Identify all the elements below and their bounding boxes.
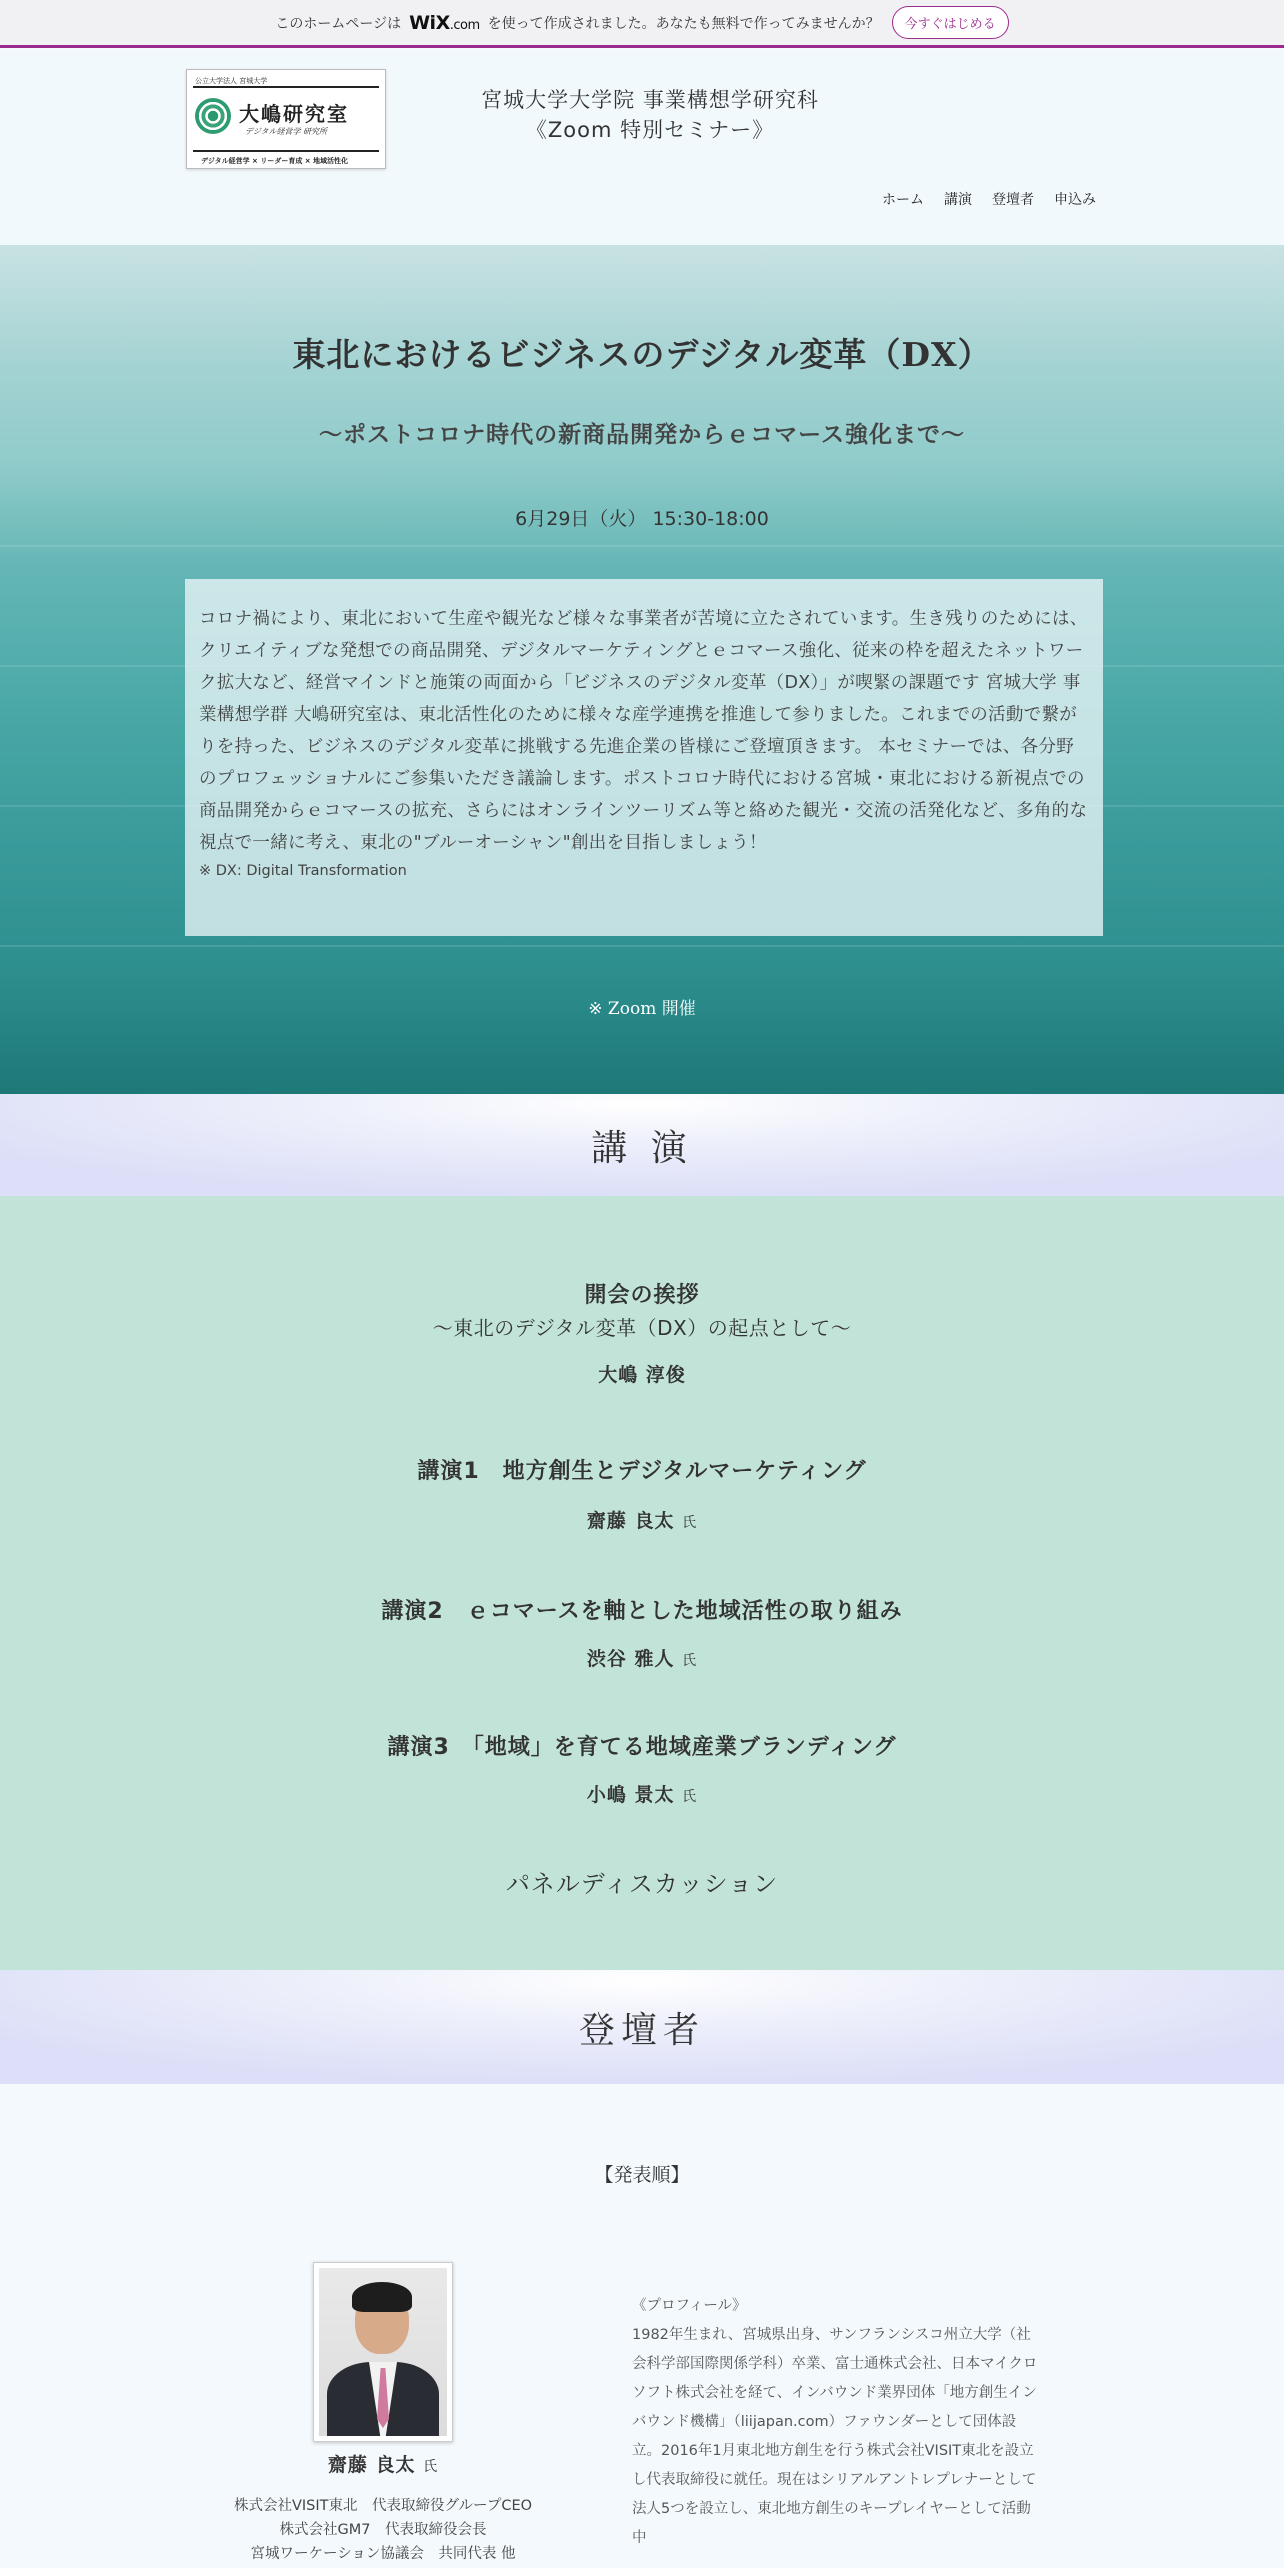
lectures-section [0, 1196, 1284, 1970]
wix-logo-suffix: .com [449, 17, 480, 33]
logo-tagline: デジタル経営学 × リーダー育成 × 地域活性化 [201, 157, 349, 165]
speaker1-honorific: 氏 [423, 2459, 439, 2475]
affiliation-line: 株式会社VISIT東北 代表取締役グループCEO [233, 2498, 533, 2514]
wix-logo[interactable] [409, 12, 480, 34]
dx-note: ※ DX: Digital Transformation [199, 863, 407, 879]
photo-hair [352, 2282, 412, 2312]
site-title-line2: 《Zoom 特別セミナー》 [525, 118, 775, 142]
affiliation-line: 株式会社GM7 代表取締役会長 [279, 2522, 487, 2538]
opening-speaker: 大嶋 淳俊 [598, 1364, 686, 1386]
nav-lectures[interactable]: 講演 [944, 192, 972, 208]
logo-lab-sub: デジタル経営学 研究所 [245, 127, 328, 136]
profile-text: 1982年生まれ、宮城県出身、サンフランシスコ州立大学（社会科学部国際関係学科）卒業、富士通株式会社、日本マイクロソフト株式会社を経て、インバウンド業界団体「地方創生インバウンド機構」（liijapan.com）ファウンダーとして団体設立。2016年1月東北地方創生を行う株式会社VISIT東北を設立し代表取締役に就任。現在はシリアルアントレプレナーとして法人5つを設立し、東北地方創生のキープレイヤーとして活動中 [632, 2327, 1038, 2546]
logo-lab-name: 大嶋研究室 [239, 102, 349, 126]
lecture1-speaker [0, 1506, 1284, 1533]
lectures-heading: 講 演 [591, 1127, 693, 1169]
speakers-section [0, 2084, 1284, 2568]
wix-banner-text: このホームページは [275, 15, 402, 32]
affiliation-line: 宮城ワーケーション協議会 共同代表 他 [250, 2546, 516, 2562]
hero-subtitle: ～ポストコロナ時代の新商品開発からｅコマース強化まで～ [319, 421, 965, 448]
lecture1-title: 講演1 地方創生とデジタルマーケティング [417, 1459, 867, 1484]
presentation-order: 【発表順】 [594, 2164, 690, 2186]
speakers-heading-band [0, 1970, 1284, 2084]
speaker1-profile [632, 2292, 1042, 2553]
lectures-heading-band [0, 1094, 1284, 1196]
lecture2-title: 講演2 ｅコマースを軸とした地域活性の取り組み [381, 1599, 903, 1624]
lab-logo[interactable] [186, 69, 386, 169]
speaker-photo-frame [313, 2262, 453, 2442]
opening-title: 開会の挨拶 [584, 1283, 700, 1308]
wix-banner-text2: を使って作成されました。あなたも無料で作ってみませんか？ [487, 15, 880, 32]
event-date: 6月29日（火） 15:30-18:00 [515, 508, 769, 530]
lecture3-speaker-name: 小嶋 景太 [586, 1784, 675, 1806]
wix-logo-text: WiX [409, 11, 450, 34]
speaker-photo [319, 2268, 447, 2436]
lecture2-honorific: 氏 [682, 1653, 698, 1669]
zoom-note: ※ Zoom 開催 [588, 999, 696, 1019]
speaker1-name-text: 齋藤 良太 [327, 2454, 416, 2476]
lecture1-speaker-name: 齋藤 良太 [586, 1510, 675, 1532]
speakers-heading: 登壇者 [578, 2009, 705, 2051]
hero-section [0, 245, 1284, 1094]
emblem-icon [195, 98, 231, 134]
site-title-line1: 宮城大学大学院 事業構想学研究科 [481, 88, 819, 112]
lecture3-title: 講演3 「地域」を育てる地域産業ブランディング [387, 1735, 897, 1760]
speaker1-name [283, 2450, 483, 2477]
panel-discussion: パネルディスカッション [505, 1870, 779, 1898]
logo-divider-top [193, 86, 379, 88]
wave-line [0, 545, 1284, 547]
lecture1-honorific: 氏 [682, 1515, 698, 1531]
lecture3-honorific: 氏 [682, 1789, 698, 1805]
intro-text: コロナ禍により、東北において生産や観光など様々な事業者が苦境に立たされています。生き残りのためには、クリエイティブな発想での商品開発、デジタルマーケティングとｅコマース強化、従来の枠を超えたネットワーク拡大など、経営マインドと施策の両面から「ビジネスのデジタル変革（DX）」が喫緊の課題です 宮城大学 事業構想学群 大嶋研究室は、東北活性化のために様々な産学連携を推進して参りました。これまでの活動で繋がりを持った、ビジネスのデジタル変革に挑戦する先進企業の皆様にご登壇頂きます。 本セミナーでは、各分野のプロフェッショナルにご参集いただき議論します。ポストコロナ時代における宮城・東北における新視点での商品開発からｅコマースの拡充、さらにはオンラインツーリズム等と絡めた観光・交流の活発化など、多角的な視点で一緒に考え、東北の"ブルーオーシャン"創出を目指しましょう！ [199, 609, 1088, 853]
main-nav [882, 189, 1096, 209]
logo-divider-bottom [193, 150, 379, 152]
lecture3-speaker [0, 1780, 1284, 1807]
profile-heading: 《プロフィール》 [632, 2298, 747, 2314]
nav-home[interactable]: ホーム [882, 192, 924, 208]
lecture2-speaker [0, 1644, 1284, 1671]
speaker1-affiliation [200, 2494, 566, 2566]
site-header [0, 51, 1284, 245]
wix-banner [0, 0, 1284, 48]
intro-box [185, 579, 1103, 936]
nav-speakers[interactable]: 登壇者 [992, 192, 1034, 208]
opening-subtitle: ～東北のデジタル変革（DX）の起点として～ [432, 1316, 852, 1340]
wave-line [0, 945, 1284, 947]
logo-university: 公立大学法人 宮城大学 [195, 77, 268, 85]
site-title [430, 85, 870, 145]
hero-title: 東北におけるビジネスのデジタル変革（DX） [292, 335, 992, 374]
nav-apply[interactable]: 申込み [1054, 192, 1096, 208]
lecture2-speaker-name: 渋谷 雅人 [586, 1648, 675, 1670]
start-now-button[interactable]: 今すぐはじめる [892, 6, 1009, 39]
